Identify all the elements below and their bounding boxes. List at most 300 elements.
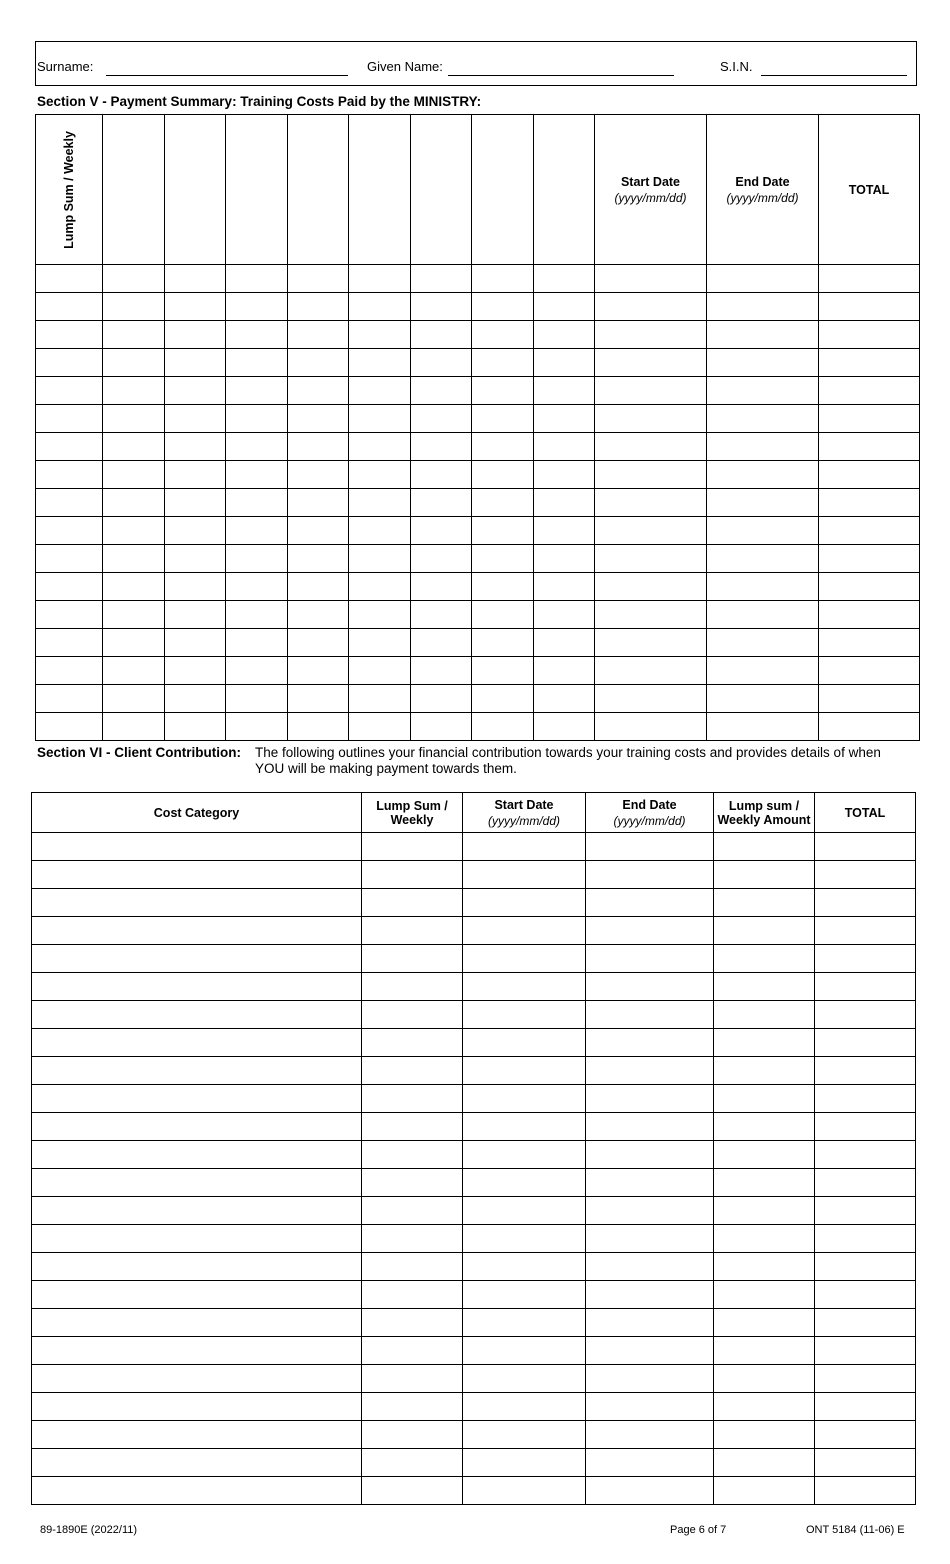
table-cell[interactable] (472, 601, 534, 629)
table-cell[interactable] (463, 1253, 586, 1281)
table-cell[interactable] (534, 685, 595, 713)
table-cell[interactable] (362, 1337, 463, 1365)
table-cell[interactable] (472, 433, 534, 461)
table-cell[interactable] (32, 1225, 362, 1253)
table-cell[interactable] (226, 601, 288, 629)
table-cell[interactable] (411, 349, 472, 377)
table-cell[interactable] (463, 973, 586, 1001)
table-cell[interactable] (165, 685, 226, 713)
table-cell[interactable] (103, 685, 165, 713)
table-cell[interactable] (586, 1085, 714, 1113)
table-cell[interactable] (226, 265, 288, 293)
table-cell[interactable] (707, 321, 819, 349)
table-cell[interactable] (534, 629, 595, 657)
table-cell[interactable] (815, 889, 916, 917)
table-cell[interactable] (165, 433, 226, 461)
table-cell[interactable] (226, 321, 288, 349)
table-cell[interactable] (472, 293, 534, 321)
table-cell[interactable] (411, 321, 472, 349)
table-cell[interactable] (595, 545, 707, 573)
table-cell[interactable] (32, 1057, 362, 1085)
table-cell[interactable] (32, 1085, 362, 1113)
table-cell[interactable] (714, 1477, 815, 1505)
table-cell[interactable] (815, 1197, 916, 1225)
table-cell[interactable] (714, 889, 815, 917)
table-cell[interactable] (586, 1057, 714, 1085)
table-cell[interactable] (411, 517, 472, 545)
table-cell[interactable] (362, 1281, 463, 1309)
table-cell[interactable] (362, 861, 463, 889)
table-cell[interactable] (595, 713, 707, 741)
table-cell[interactable] (288, 713, 349, 741)
table-cell[interactable] (226, 629, 288, 657)
table-cell[interactable] (714, 1169, 815, 1197)
table-cell[interactable] (815, 945, 916, 973)
table-cell[interactable] (595, 685, 707, 713)
table-cell[interactable] (32, 973, 362, 1001)
table-cell[interactable] (288, 517, 349, 545)
table-cell[interactable] (288, 461, 349, 489)
table-cell[interactable] (226, 545, 288, 573)
table-cell[interactable] (472, 349, 534, 377)
table-cell[interactable] (819, 713, 920, 741)
table-cell[interactable] (32, 1365, 362, 1393)
table-cell[interactable] (32, 1477, 362, 1505)
table-cell[interactable] (534, 573, 595, 601)
table-cell[interactable] (288, 573, 349, 601)
table-cell[interactable] (819, 517, 920, 545)
table-cell[interactable] (36, 545, 103, 573)
table-cell[interactable] (463, 833, 586, 861)
table-cell[interactable] (714, 1393, 815, 1421)
table-cell[interactable] (411, 489, 472, 517)
table-cell[interactable] (226, 461, 288, 489)
table-cell[interactable] (32, 1281, 362, 1309)
table-cell[interactable] (819, 293, 920, 321)
table-cell[interactable] (714, 833, 815, 861)
table-cell[interactable] (411, 601, 472, 629)
table-cell[interactable] (595, 349, 707, 377)
table-cell[interactable] (714, 917, 815, 945)
table-cell[interactable] (288, 265, 349, 293)
table-cell[interactable] (226, 293, 288, 321)
table-cell[interactable] (472, 265, 534, 293)
table-cell[interactable] (411, 293, 472, 321)
table-cell[interactable] (349, 349, 411, 377)
table-cell[interactable] (815, 1001, 916, 1029)
table-cell[interactable] (362, 1421, 463, 1449)
table-cell[interactable] (226, 517, 288, 545)
table-cell[interactable] (714, 1057, 815, 1085)
table-cell[interactable] (36, 321, 103, 349)
table-cell[interactable] (226, 685, 288, 713)
table-cell[interactable] (362, 1197, 463, 1225)
table-cell[interactable] (32, 1253, 362, 1281)
table-cell[interactable] (288, 433, 349, 461)
table-cell[interactable] (362, 1141, 463, 1169)
table-cell[interactable] (707, 461, 819, 489)
table-cell[interactable] (226, 713, 288, 741)
table-cell[interactable] (815, 1309, 916, 1337)
table-cell[interactable] (463, 1337, 586, 1365)
table-cell[interactable] (226, 377, 288, 405)
table-cell[interactable] (707, 489, 819, 517)
table-cell[interactable] (32, 1029, 362, 1057)
table-cell[interactable] (32, 861, 362, 889)
table-cell[interactable] (472, 377, 534, 405)
table-cell[interactable] (165, 405, 226, 433)
table-cell[interactable] (362, 1309, 463, 1337)
table-cell[interactable] (103, 545, 165, 573)
table-cell[interactable] (815, 1113, 916, 1141)
table-cell[interactable] (463, 1169, 586, 1197)
table-cell[interactable] (36, 405, 103, 433)
table-cell[interactable] (36, 377, 103, 405)
table-cell[interactable] (714, 1365, 815, 1393)
table-cell[interactable] (586, 917, 714, 945)
table-cell[interactable] (411, 377, 472, 405)
table-cell[interactable] (165, 657, 226, 685)
table-cell[interactable] (411, 405, 472, 433)
table-cell[interactable] (707, 517, 819, 545)
table-cell[interactable] (226, 657, 288, 685)
given-name-field[interactable] (448, 75, 674, 76)
table-cell[interactable] (463, 945, 586, 973)
sin-field[interactable] (761, 75, 907, 76)
table-cell[interactable] (411, 265, 472, 293)
table-cell[interactable] (36, 713, 103, 741)
table-cell[interactable] (362, 1057, 463, 1085)
table-cell[interactable] (36, 629, 103, 657)
table-cell[interactable] (819, 545, 920, 573)
table-cell[interactable] (36, 517, 103, 545)
table-cell[interactable] (349, 489, 411, 517)
table-cell[interactable] (463, 1393, 586, 1421)
table-cell[interactable] (714, 861, 815, 889)
table-cell[interactable] (411, 657, 472, 685)
table-cell[interactable] (472, 713, 534, 741)
table-cell[interactable] (32, 1169, 362, 1197)
table-cell[interactable] (103, 405, 165, 433)
table-cell[interactable] (707, 629, 819, 657)
table-cell[interactable] (586, 861, 714, 889)
table-cell[interactable] (32, 1001, 362, 1029)
table-cell[interactable] (472, 685, 534, 713)
table-cell[interactable] (707, 349, 819, 377)
table-cell[interactable] (103, 517, 165, 545)
table-cell[interactable] (815, 1253, 916, 1281)
table-cell[interactable] (362, 1029, 463, 1057)
table-cell[interactable] (815, 1281, 916, 1309)
table-cell[interactable] (165, 293, 226, 321)
table-cell[interactable] (595, 293, 707, 321)
table-cell[interactable] (411, 713, 472, 741)
table-cell[interactable] (288, 685, 349, 713)
table-cell[interactable] (288, 293, 349, 321)
table-cell[interactable] (815, 1449, 916, 1477)
table-cell[interactable] (534, 657, 595, 685)
table-cell[interactable] (349, 461, 411, 489)
table-cell[interactable] (362, 1393, 463, 1421)
table-cell[interactable] (103, 713, 165, 741)
table-cell[interactable] (362, 1365, 463, 1393)
table-cell[interactable] (714, 1197, 815, 1225)
table-cell[interactable] (349, 713, 411, 741)
table-cell[interactable] (411, 685, 472, 713)
table-cell[interactable] (32, 1141, 362, 1169)
table-cell[interactable] (463, 1365, 586, 1393)
table-cell[interactable] (165, 489, 226, 517)
table-cell[interactable] (103, 461, 165, 489)
table-cell[interactable] (707, 713, 819, 741)
table-cell[interactable] (362, 1001, 463, 1029)
table-cell[interactable] (595, 265, 707, 293)
table-cell[interactable] (362, 833, 463, 861)
table-cell[interactable] (463, 1029, 586, 1057)
table-cell[interactable] (349, 545, 411, 573)
table-cell[interactable] (103, 349, 165, 377)
table-cell[interactable] (534, 377, 595, 405)
table-cell[interactable] (411, 573, 472, 601)
surname-field[interactable] (106, 75, 348, 76)
table-cell[interactable] (349, 517, 411, 545)
table-cell[interactable] (586, 1281, 714, 1309)
table-cell[interactable] (595, 573, 707, 601)
table-cell[interactable] (349, 685, 411, 713)
table-cell[interactable] (595, 321, 707, 349)
table-cell[interactable] (36, 601, 103, 629)
table-cell[interactable] (534, 489, 595, 517)
table-cell[interactable] (32, 1113, 362, 1141)
table-cell[interactable] (714, 1141, 815, 1169)
table-cell[interactable] (815, 1029, 916, 1057)
table-cell[interactable] (595, 489, 707, 517)
table-cell[interactable] (463, 1197, 586, 1225)
table-cell[interactable] (165, 545, 226, 573)
table-cell[interactable] (32, 945, 362, 973)
table-cell[interactable] (815, 1141, 916, 1169)
table-cell[interactable] (819, 433, 920, 461)
table-cell[interactable] (815, 1085, 916, 1113)
table-cell[interactable] (165, 265, 226, 293)
table-cell[interactable] (32, 889, 362, 917)
table-cell[interactable] (411, 545, 472, 573)
table-cell[interactable] (36, 573, 103, 601)
table-cell[interactable] (534, 405, 595, 433)
table-cell[interactable] (586, 1477, 714, 1505)
table-cell[interactable] (32, 1337, 362, 1365)
table-cell[interactable] (165, 713, 226, 741)
table-cell[interactable] (534, 461, 595, 489)
table-cell[interactable] (714, 1449, 815, 1477)
table-cell[interactable] (165, 573, 226, 601)
table-cell[interactable] (349, 321, 411, 349)
table-cell[interactable] (819, 489, 920, 517)
table-cell[interactable] (714, 945, 815, 973)
table-cell[interactable] (103, 321, 165, 349)
table-cell[interactable] (472, 489, 534, 517)
table-cell[interactable] (32, 1309, 362, 1337)
table-cell[interactable] (103, 629, 165, 657)
table-cell[interactable] (815, 973, 916, 1001)
table-cell[interactable] (819, 685, 920, 713)
table-cell[interactable] (472, 321, 534, 349)
table-cell[interactable] (595, 405, 707, 433)
table-cell[interactable] (707, 657, 819, 685)
table-cell[interactable] (819, 629, 920, 657)
table-cell[interactable] (586, 1001, 714, 1029)
table-cell[interactable] (815, 917, 916, 945)
table-cell[interactable] (815, 1225, 916, 1253)
table-cell[interactable] (534, 265, 595, 293)
table-cell[interactable] (586, 1029, 714, 1057)
table-cell[interactable] (586, 945, 714, 973)
table-cell[interactable] (819, 657, 920, 685)
table-cell[interactable] (586, 1421, 714, 1449)
table-cell[interactable] (36, 349, 103, 377)
table-cell[interactable] (362, 917, 463, 945)
table-cell[interactable] (362, 1113, 463, 1141)
table-cell[interactable] (362, 1449, 463, 1477)
table-cell[interactable] (463, 889, 586, 917)
table-cell[interactable] (534, 517, 595, 545)
table-cell[interactable] (36, 489, 103, 517)
table-cell[interactable] (586, 1169, 714, 1197)
table-cell[interactable] (349, 629, 411, 657)
table-cell[interactable] (707, 685, 819, 713)
table-cell[interactable] (226, 433, 288, 461)
table-cell[interactable] (103, 433, 165, 461)
table-cell[interactable] (819, 573, 920, 601)
table-cell[interactable] (472, 517, 534, 545)
table-cell[interactable] (586, 1253, 714, 1281)
table-cell[interactable] (707, 377, 819, 405)
table-cell[interactable] (226, 405, 288, 433)
table-cell[interactable] (463, 1421, 586, 1449)
table-cell[interactable] (707, 433, 819, 461)
table-cell[interactable] (165, 601, 226, 629)
table-cell[interactable] (103, 573, 165, 601)
table-cell[interactable] (349, 265, 411, 293)
table-cell[interactable] (32, 917, 362, 945)
table-cell[interactable] (595, 601, 707, 629)
table-cell[interactable] (815, 1421, 916, 1449)
table-cell[interactable] (472, 461, 534, 489)
table-cell[interactable] (226, 489, 288, 517)
table-cell[interactable] (815, 861, 916, 889)
table-cell[interactable] (586, 1449, 714, 1477)
table-cell[interactable] (534, 433, 595, 461)
table-cell[interactable] (586, 1225, 714, 1253)
table-cell[interactable] (815, 1365, 916, 1393)
table-cell[interactable] (165, 461, 226, 489)
table-cell[interactable] (362, 1225, 463, 1253)
table-cell[interactable] (288, 657, 349, 685)
table-cell[interactable] (411, 433, 472, 461)
table-cell[interactable] (463, 1001, 586, 1029)
table-cell[interactable] (103, 377, 165, 405)
table-cell[interactable] (815, 1169, 916, 1197)
table-cell[interactable] (819, 321, 920, 349)
table-cell[interactable] (36, 657, 103, 685)
table-cell[interactable] (226, 573, 288, 601)
table-cell[interactable] (349, 405, 411, 433)
table-cell[interactable] (349, 377, 411, 405)
table-cell[interactable] (165, 321, 226, 349)
table-cell[interactable] (349, 657, 411, 685)
table-cell[interactable] (472, 629, 534, 657)
table-cell[interactable] (815, 1337, 916, 1365)
table-cell[interactable] (103, 265, 165, 293)
table-cell[interactable] (463, 1477, 586, 1505)
table-cell[interactable] (714, 1085, 815, 1113)
table-cell[interactable] (586, 1393, 714, 1421)
table-cell[interactable] (595, 461, 707, 489)
table-cell[interactable] (815, 1057, 916, 1085)
table-cell[interactable] (288, 321, 349, 349)
table-cell[interactable] (472, 573, 534, 601)
table-cell[interactable] (288, 601, 349, 629)
table-cell[interactable] (226, 349, 288, 377)
table-cell[interactable] (472, 545, 534, 573)
table-cell[interactable] (595, 657, 707, 685)
table-cell[interactable] (463, 1309, 586, 1337)
table-cell[interactable] (32, 1449, 362, 1477)
table-cell[interactable] (586, 1141, 714, 1169)
table-cell[interactable] (714, 1001, 815, 1029)
table-cell[interactable] (819, 601, 920, 629)
table-cell[interactable] (36, 685, 103, 713)
table-cell[interactable] (714, 1113, 815, 1141)
table-cell[interactable] (103, 293, 165, 321)
table-cell[interactable] (714, 1309, 815, 1337)
table-cell[interactable] (165, 377, 226, 405)
table-cell[interactable] (534, 713, 595, 741)
table-cell[interactable] (534, 545, 595, 573)
table-cell[interactable] (586, 1197, 714, 1225)
table-cell[interactable] (714, 1281, 815, 1309)
table-cell[interactable] (714, 1253, 815, 1281)
table-cell[interactable] (288, 377, 349, 405)
table-cell[interactable] (288, 629, 349, 657)
table-cell[interactable] (463, 861, 586, 889)
table-cell[interactable] (103, 489, 165, 517)
table-cell[interactable] (714, 1225, 815, 1253)
table-cell[interactable] (411, 461, 472, 489)
table-cell[interactable] (362, 945, 463, 973)
table-cell[interactable] (463, 1449, 586, 1477)
table-cell[interactable] (362, 889, 463, 917)
table-cell[interactable] (362, 973, 463, 1001)
table-cell[interactable] (463, 1281, 586, 1309)
table-cell[interactable] (463, 917, 586, 945)
table-cell[interactable] (586, 1113, 714, 1141)
table-cell[interactable] (165, 629, 226, 657)
table-cell[interactable] (534, 349, 595, 377)
table-cell[interactable] (362, 1477, 463, 1505)
table-cell[interactable] (32, 1421, 362, 1449)
table-cell[interactable] (707, 545, 819, 573)
table-cell[interactable] (714, 1337, 815, 1365)
table-cell[interactable] (463, 1057, 586, 1085)
table-cell[interactable] (463, 1085, 586, 1113)
table-cell[interactable] (595, 377, 707, 405)
table-cell[interactable] (103, 601, 165, 629)
table-cell[interactable] (586, 1337, 714, 1365)
table-cell[interactable] (819, 377, 920, 405)
table-cell[interactable] (714, 1029, 815, 1057)
table-cell[interactable] (707, 405, 819, 433)
